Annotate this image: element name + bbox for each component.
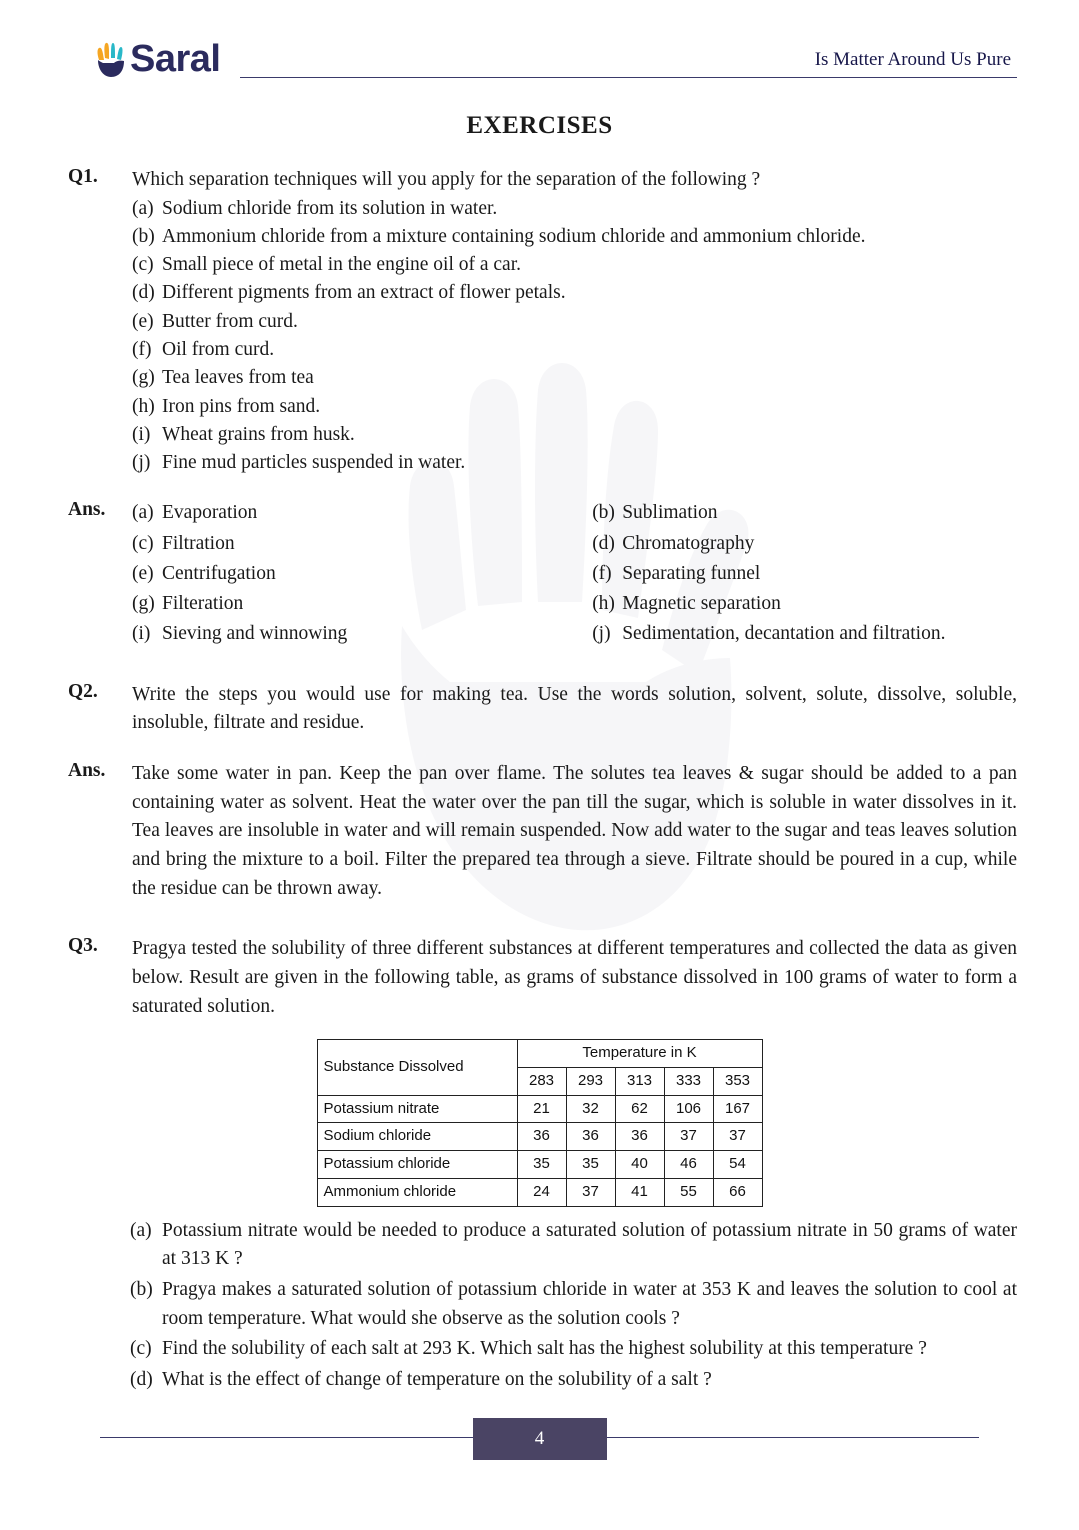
option-text: Ammonium chloride from a mixture containing sodium chloride and ammonium chloride. (162, 225, 866, 247)
cell-value: 35 (566, 1151, 615, 1179)
answer-marker: (c) (132, 532, 154, 554)
option-marker: (c) (130, 1338, 152, 1360)
answer-text: Centrifugation (162, 562, 276, 584)
list-item (130, 1217, 1017, 1274)
answer-marker: (h) (592, 593, 615, 615)
answer-text: Filteration (162, 593, 244, 615)
answer-1 (62, 499, 1017, 648)
column-header-temp: 313 (615, 1067, 664, 1095)
cell-substance: Potassium nitrate (317, 1095, 517, 1123)
list-item (132, 223, 1017, 251)
option-text: Small piece of metal in the engine oil of a car. (162, 254, 521, 276)
option-text: Pragya makes a saturated solution of potassium chloride in water at 353 K and leaves the solution to cool at room temperature. What would she observe as the solution cools ? (162, 1279, 1017, 1329)
question-3 (62, 935, 1017, 1021)
answer-marker: (b) (592, 502, 615, 524)
cell-value: 40 (615, 1151, 664, 1179)
option-text: What is the effect of change of temperature on the solubility of a salt ? (162, 1368, 712, 1390)
question-2-text: Write the steps you would use for making tea. Use the words solution, solvent, solute, dissolve, soluble, insoluble, filtrate and residue. (132, 683, 1017, 734)
cell-value: 46 (664, 1151, 713, 1179)
solubility-table (317, 1039, 763, 1207)
answer-item (592, 499, 1017, 527)
cell-value: 41 (615, 1178, 664, 1206)
list-item (132, 364, 1017, 392)
answer-1-grid (132, 499, 1017, 648)
cell-value: 21 (517, 1095, 566, 1123)
answer-marker: (j) (592, 623, 611, 645)
column-header-temperature-group: Temperature in K (517, 1040, 762, 1068)
cell-value: 62 (615, 1095, 664, 1123)
cell-value: 106 (664, 1095, 713, 1123)
answer-2-text: Take some water in pan. Keep the pan over flame. The solutes tea leaves & sugar should be added to a pan containing water as solvent. Heat the water over the pan till the sugar, which is soluble in water dissolves in it. Tea leaves are insoluble in water and will remain suspended. Now add water to the sugar and teas leaves solution and bring the mixture to a boil. Filter the prepared tea through a sieve. Filtrate should be poured in a cup, while the residue can be thrown away. (132, 762, 1017, 899)
cell-value: 54 (713, 1151, 762, 1179)
question-3-text: Pragya tested the solubility of three different substances at different temperatures and collected the data as given below. Result are given in the following table, as grams of substance dissolved in 100 grams of water to form a saturated solution. (132, 938, 1017, 1017)
answer-text: Sieving and winnowing (162, 623, 348, 645)
list-item (132, 393, 1017, 421)
answer-text: Sublimation (622, 502, 718, 524)
cell-value: 167 (713, 1095, 762, 1123)
column-header-temp: 283 (517, 1067, 566, 1095)
answer-1-label: Ans. (68, 499, 106, 521)
option-text: Iron pins from sand. (162, 395, 321, 417)
answer-text: Separating funnel (622, 562, 761, 584)
cell-value: 24 (517, 1178, 566, 1206)
answer-marker: (i) (132, 623, 151, 645)
option-marker: (c) (132, 254, 154, 276)
table-header-row (317, 1040, 762, 1068)
option-marker: (a) (132, 197, 154, 219)
column-header-temp: 293 (566, 1067, 615, 1095)
list-item (132, 449, 1017, 477)
column-header-temp: 353 (713, 1067, 762, 1095)
list-item (130, 1335, 1017, 1364)
option-text: Oil from curd. (162, 338, 275, 360)
option-marker: (d) (130, 1368, 153, 1390)
page-header (62, 40, 1017, 82)
cell-value: 66 (713, 1178, 762, 1206)
option-text: Tea leaves from tea (162, 367, 314, 389)
option-text: Sodium chloride from its solution in water. (162, 197, 498, 219)
option-marker: (b) (132, 225, 155, 247)
answer-marker: (g) (132, 593, 155, 615)
answer-marker: (d) (592, 532, 615, 554)
question-3-options (62, 1217, 1017, 1395)
question-1-label: Q1. (68, 166, 98, 187)
cell-value: 36 (615, 1123, 664, 1151)
cell-value: 37 (713, 1123, 762, 1151)
cell-value: 37 (664, 1123, 713, 1151)
table-row (317, 1178, 762, 1206)
answer-marker: (f) (592, 562, 612, 584)
cell-value: 35 (517, 1151, 566, 1179)
list-item (132, 251, 1017, 279)
answer-text: Filtration (162, 532, 235, 554)
option-text: Different pigments from an extract of flower petals. (162, 282, 566, 304)
page-footer (0, 1428, 1079, 1449)
option-marker: (a) (130, 1219, 152, 1241)
answer-2-label: Ans. (68, 759, 106, 781)
list-item (132, 195, 1017, 223)
question-2-label: Q2. (68, 680, 98, 702)
answer-text: Evaporation (162, 502, 258, 524)
question-1 (62, 166, 1017, 477)
cell-value: 55 (664, 1178, 713, 1206)
question-3-label: Q3. (68, 935, 98, 957)
option-text: Fine mud particles suspended in water. (162, 452, 466, 474)
option-marker: (g) (132, 367, 155, 389)
list-item (132, 279, 1017, 307)
answer-item (132, 590, 592, 618)
answer-marker: (a) (132, 502, 154, 524)
answer-2 (62, 760, 1017, 903)
list-item (130, 1276, 1017, 1333)
option-marker: (e) (132, 310, 154, 332)
page-title: EXERCISES (466, 112, 613, 139)
answer-item (592, 590, 1017, 618)
column-header-substance: Substance Dissolved (317, 1040, 517, 1096)
esaral-logo (62, 40, 220, 78)
option-text: Find the solubility of each salt at 293 K. Which salt has the highest solubility at this temperature ? (162, 1338, 927, 1360)
answer-text: Sedimentation, decantation and filtration. (622, 623, 946, 645)
cell-value: 36 (517, 1123, 566, 1151)
cell-substance: Sodium chloride (317, 1123, 517, 1151)
cell-substance: Potassium chloride (317, 1151, 517, 1179)
answer-item (592, 560, 1017, 588)
question-2 (62, 681, 1017, 738)
answer-marker: (e) (132, 562, 154, 584)
answer-item (592, 620, 1017, 648)
cell-value: 37 (566, 1178, 615, 1206)
option-marker: (f) (132, 338, 152, 360)
option-marker: (j) (132, 452, 151, 474)
list-item (132, 336, 1017, 364)
cell-substance: Ammonium chloride (317, 1178, 517, 1206)
question-1-body (132, 166, 1017, 477)
chapter-title: Is Matter Around Us Pure (814, 49, 1011, 70)
answer-item (132, 560, 592, 588)
answer-text: Magnetic separation (622, 593, 781, 615)
cell-value: 36 (566, 1123, 615, 1151)
table-row (317, 1095, 762, 1123)
header-rule (240, 49, 1017, 78)
list-item (132, 308, 1017, 336)
option-text: Potassium nitrate would be needed to produce a saturated solution of potassium nitrate in 50 grams of water at 313 K ? (162, 1219, 1017, 1270)
answer-text: Chromatography (622, 532, 755, 554)
answer-1-body (132, 499, 1017, 648)
question-1-lead: Which separation techniques will you apply for the separation of the following ? (132, 169, 761, 190)
option-marker: (b) (130, 1279, 153, 1301)
option-text: Wheat grains from husk. (162, 423, 355, 445)
answer-item (132, 620, 592, 648)
list-item (132, 421, 1017, 449)
cell-value: 32 (566, 1095, 615, 1123)
page-number-badge: 4 (473, 1418, 607, 1460)
answer-item (132, 530, 592, 558)
option-text: Butter from curd. (162, 310, 298, 332)
solubility-table-wrapper (62, 1039, 1017, 1207)
answer-item (132, 499, 592, 527)
answer-item (592, 530, 1017, 558)
option-marker: (h) (132, 395, 155, 417)
table-row (317, 1123, 762, 1151)
column-header-temp: 333 (664, 1067, 713, 1095)
hand-logo-icon (94, 40, 128, 78)
logo-text: Saral (130, 38, 221, 80)
option-marker: (d) (132, 282, 155, 304)
option-marker: (i) (132, 423, 151, 445)
list-item (130, 1366, 1017, 1395)
table-row (317, 1151, 762, 1179)
question-1-options (132, 195, 1017, 478)
